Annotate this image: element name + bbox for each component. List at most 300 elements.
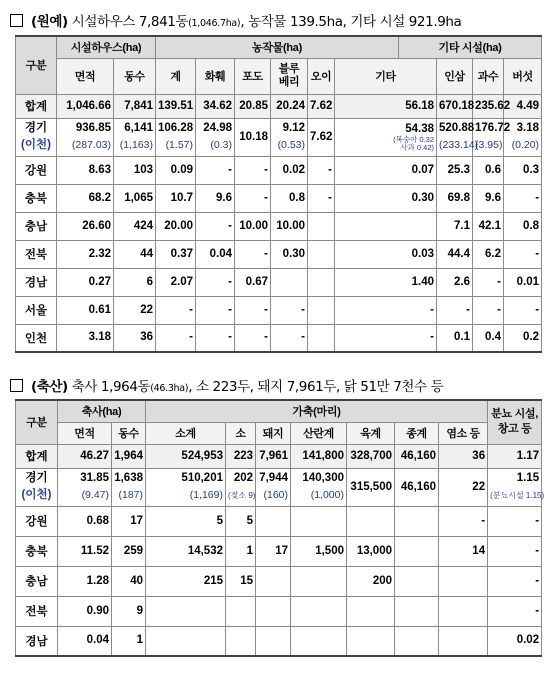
table-cell — [504, 324, 542, 352]
cell-value: 0.68 — [86, 514, 109, 527]
cell-value: 6,141 — [124, 122, 153, 134]
cell-value: 36 — [140, 331, 153, 344]
cell-value: - — [301, 331, 305, 344]
cell-value: 1.40 — [411, 275, 435, 288]
cell-value: 22 — [472, 480, 486, 493]
table-cell — [291, 468, 347, 506]
table-cell — [488, 468, 545, 506]
cell-value: 54.38 — [405, 122, 435, 135]
cell-value: 11.52 — [80, 544, 109, 557]
table-cell — [112, 468, 146, 506]
cell-value: 0.8 — [289, 191, 305, 204]
cell-value: 520.88 — [439, 122, 475, 134]
table-cell — [473, 296, 504, 324]
subheader: 육계 — [347, 422, 395, 444]
cell-value: 5 — [246, 514, 253, 527]
table-cell — [439, 506, 488, 536]
subheader: 소계 — [146, 422, 226, 444]
subheader: 염소 등 — [439, 422, 488, 444]
table-cell — [112, 626, 146, 656]
cell-subvalue: (3.95) — [475, 139, 503, 151]
cell-value: 10.7 — [170, 191, 193, 204]
table-cell — [395, 596, 439, 626]
table-cell — [439, 536, 488, 566]
table-cell — [271, 324, 308, 352]
table-cell — [271, 118, 308, 156]
table-cell — [156, 268, 196, 296]
table-cell — [291, 566, 347, 596]
table-cell — [156, 184, 196, 212]
table-cell — [57, 156, 114, 184]
row-label-text: 충북 — [24, 193, 48, 205]
header-gubun: 구분 — [16, 36, 57, 94]
cell-value: 69.8 — [447, 191, 471, 204]
cell-value: - — [328, 163, 332, 176]
cell-value: 141,800 — [302, 449, 344, 462]
cell-value: - — [535, 604, 540, 617]
row-label — [16, 184, 57, 212]
cell-value: 4.49 — [516, 99, 540, 112]
table-cell — [112, 444, 146, 468]
cell-value: 0.2 — [523, 331, 540, 344]
table-cell — [395, 566, 439, 596]
table-cell — [437, 240, 473, 268]
cell-value: 0.04 — [86, 634, 109, 647]
cell-value: 0.02 — [516, 634, 540, 647]
table-cell — [146, 596, 226, 626]
subheader: 과수 — [473, 58, 504, 94]
section1-title: (원예) — [31, 14, 68, 30]
cell-value: - — [466, 303, 471, 316]
table-cell — [146, 566, 226, 596]
section1-summary-small: (1,046.7ha) — [188, 18, 241, 29]
row-label-text: 충북 — [25, 546, 48, 558]
table-cell — [335, 268, 437, 296]
subheader: 화훼 — [196, 58, 235, 94]
cell-value: 200 — [372, 574, 392, 587]
section2-heading — [10, 375, 443, 395]
cell-value: 7,841 — [124, 99, 153, 112]
table-cell — [256, 536, 291, 566]
cell-value: 0.8 — [523, 219, 540, 232]
subheader: 면적 — [57, 58, 114, 94]
table-cell — [226, 536, 256, 566]
table-cell — [114, 156, 156, 184]
table-cell — [235, 240, 271, 268]
subheader: 포도 — [235, 58, 271, 94]
table-cell — [58, 536, 112, 566]
table-cell — [488, 536, 542, 566]
cell-value: 46.27 — [80, 449, 109, 462]
cell-value: 1 — [246, 544, 253, 557]
subheader: 버섯 — [504, 58, 542, 94]
table-cell — [488, 596, 542, 626]
cell-value: 10.18 — [239, 130, 268, 143]
cell-value: 0.30 — [282, 247, 305, 260]
table-row — [16, 184, 542, 212]
table-cell — [57, 324, 114, 352]
subheader: 블루 베리 — [271, 58, 308, 94]
cell-value: 0.6 — [485, 163, 502, 176]
table-cell — [57, 118, 114, 156]
table-cell — [347, 468, 395, 506]
table-cell — [488, 626, 542, 656]
cell-value: 22 — [140, 303, 153, 316]
table-cell — [156, 118, 196, 156]
table-cell — [504, 240, 542, 268]
table-cell — [308, 184, 335, 212]
table-cell — [58, 626, 112, 656]
table-cell — [114, 296, 156, 324]
row-sublabel-text: (이천) — [21, 139, 51, 151]
table-cell — [57, 212, 114, 240]
table-row — [16, 506, 542, 536]
subheader: 돼지 — [256, 422, 291, 444]
table-cell — [308, 156, 335, 184]
row-label — [16, 566, 58, 596]
table-cell — [146, 468, 226, 506]
table-cell — [308, 268, 335, 296]
checkbox-square-icon — [10, 14, 23, 27]
table-cell — [335, 156, 437, 184]
header-other: 기타 시설(ha) — [399, 36, 542, 58]
table-cell — [335, 184, 437, 212]
cell-value: 1,638 — [114, 472, 143, 484]
section2-summary-small: (46.3ha) — [150, 383, 189, 394]
cell-subvalue: (1,163) — [119, 139, 153, 151]
cell-value: 25.3 — [447, 163, 471, 176]
table-row — [16, 536, 542, 566]
subheader: 오이 — [308, 58, 335, 94]
section2-title: (축산) — [31, 379, 68, 395]
row-label — [16, 296, 57, 324]
table-cell — [196, 118, 235, 156]
table-cell — [226, 596, 256, 626]
cell-value: 424 — [133, 219, 153, 232]
table-row — [16, 268, 542, 296]
cell-value: 3.18 — [516, 122, 540, 134]
table-cell — [196, 156, 235, 184]
table-cell — [235, 268, 271, 296]
cell-value: 1,046.66 — [66, 99, 111, 112]
table-cell — [57, 184, 114, 212]
livestock-table — [15, 399, 545, 657]
cell-value: 0.03 — [411, 247, 435, 260]
table-cell — [256, 596, 291, 626]
subheader: 기타 — [335, 58, 437, 94]
table-cell — [347, 596, 395, 626]
table-cell — [335, 118, 437, 156]
table-cell — [437, 296, 473, 324]
cell-value: 1 — [136, 634, 143, 647]
table-cell — [437, 212, 473, 240]
table-cell — [196, 184, 235, 212]
cell-value: 7,944 — [259, 472, 288, 484]
row-label-text: 강원 — [25, 516, 48, 528]
table-cell — [156, 240, 196, 268]
table-cell — [437, 156, 473, 184]
section1-heading — [10, 10, 461, 30]
row-label-text: 전북 — [24, 249, 48, 261]
row-label — [16, 468, 58, 506]
table-cell — [437, 118, 479, 156]
row-label — [16, 324, 57, 352]
row-label — [16, 596, 58, 626]
table-cell — [256, 506, 291, 536]
table-row — [16, 566, 542, 596]
table-cell — [196, 94, 235, 118]
checkbox-square-icon — [10, 379, 23, 392]
section1-summary-b: , 농작물 139.5ha, 기타 시설 921.9ha — [240, 14, 462, 30]
row-label-text: 경남 — [25, 635, 48, 648]
table-cell — [58, 468, 112, 506]
table-cell — [226, 626, 256, 656]
cell-value: 259 — [123, 544, 143, 557]
table-cell — [335, 94, 437, 118]
table-cell — [473, 212, 504, 240]
table-cell — [58, 444, 112, 468]
cell-value: 20.85 — [239, 99, 268, 112]
cell-value: - — [497, 303, 502, 316]
cell-value: 139.51 — [158, 99, 194, 112]
cell-value: 56.18 — [405, 99, 435, 112]
cell-subvalue: (187) — [118, 489, 143, 501]
subheader: 동수 — [112, 422, 146, 444]
row-label — [16, 444, 58, 468]
cell-value: - — [264, 191, 268, 204]
cell-value: - — [481, 514, 486, 527]
table-cell — [196, 212, 235, 240]
cell-value: 44 — [140, 247, 153, 260]
cell-value: 176.72 — [475, 122, 511, 134]
table-cell — [146, 444, 226, 468]
table-cell — [271, 156, 308, 184]
cell-value: 2.32 — [88, 247, 111, 260]
table-cell — [473, 240, 504, 268]
subheader: 동수 — [114, 58, 156, 94]
table-cell — [271, 212, 308, 240]
table-cell — [114, 324, 156, 352]
table-cell — [504, 156, 542, 184]
table-cell — [196, 296, 235, 324]
table-cell — [347, 506, 395, 536]
cell-value: 68.2 — [88, 191, 111, 204]
table-cell — [58, 596, 112, 626]
table-cell — [395, 444, 439, 468]
row-label-text: 충남 — [24, 221, 48, 233]
cell-value: 1,065 — [124, 191, 153, 204]
table-cell — [235, 296, 271, 324]
table-cell — [473, 184, 504, 212]
row-label-text: 강원 — [24, 165, 48, 177]
cell-value: 223 — [233, 449, 253, 462]
cell-value: 1.17 — [516, 449, 540, 462]
table-cell — [488, 444, 542, 468]
row-label-text: 전북 — [25, 606, 48, 618]
table-cell — [114, 240, 156, 268]
table-cell — [504, 212, 542, 240]
table-cell — [146, 626, 226, 656]
cell-value: 31.85 — [80, 472, 109, 484]
table-cell — [308, 94, 335, 118]
row-label-text: 경기 — [25, 472, 48, 484]
table-cell — [473, 268, 504, 296]
cell-value: 15 — [240, 574, 253, 587]
cell-value: 9.12 — [282, 122, 305, 134]
table-cell — [235, 94, 271, 118]
cell-value: 0.61 — [88, 303, 111, 316]
row-label — [16, 118, 57, 156]
cell-value: 328,700 — [350, 449, 392, 462]
table-cell — [156, 212, 196, 240]
table-cell — [504, 184, 542, 212]
row-label — [16, 506, 58, 536]
table-cell — [58, 566, 112, 596]
table-cell — [335, 324, 437, 352]
table-cell — [226, 468, 256, 506]
cell-value: 202 — [233, 472, 253, 484]
table-row — [16, 468, 542, 506]
cell-value: 106.28 — [158, 122, 194, 134]
header-house: 시설하우스(ha) — [57, 36, 156, 58]
subheader: 산란계 — [291, 422, 347, 444]
table-cell — [347, 566, 395, 596]
cell-value: 1,964 — [114, 449, 143, 462]
table-cell — [395, 536, 439, 566]
row-label-text: 충남 — [25, 576, 48, 588]
table-row — [16, 240, 542, 268]
cell-value: 215 — [203, 574, 223, 587]
table-cell — [308, 240, 335, 268]
cell-subvalue: (0.3) — [210, 139, 232, 151]
cell-value: 315,500 — [350, 480, 392, 493]
cell-value: 1.15 — [516, 472, 540, 484]
cell-value: 0.07 — [411, 163, 435, 176]
table-row — [16, 444, 542, 468]
cell-value: 0.67 — [245, 275, 268, 288]
cell-value: - — [264, 163, 268, 176]
header-crops: 농작물(ha) — [156, 36, 399, 58]
table-cell — [256, 566, 291, 596]
row-label-text: 인천 — [24, 332, 48, 345]
table-cell — [114, 184, 156, 212]
header-barn: 축사(ha) — [58, 400, 146, 422]
table-row — [16, 118, 542, 156]
cell-value: - — [264, 247, 268, 260]
table-cell — [156, 94, 196, 118]
cell-value: 7.62 — [310, 99, 333, 112]
table-cell — [57, 296, 114, 324]
row-label — [16, 268, 57, 296]
table-cell — [112, 566, 146, 596]
cell-value: 0.27 — [88, 275, 111, 288]
table-cell — [395, 626, 439, 656]
cell-value: 0.37 — [170, 247, 193, 260]
cell-value: - — [430, 303, 435, 316]
table-cell — [112, 536, 146, 566]
cell-value: 7.1 — [454, 219, 471, 232]
row-label-text: 경기 — [24, 122, 48, 134]
cell-value: - — [189, 331, 193, 344]
table-cell — [473, 324, 504, 352]
cell-value: 0.09 — [170, 163, 193, 176]
table-cell — [196, 324, 235, 352]
table-cell — [291, 444, 347, 468]
table-cell — [112, 596, 146, 626]
table-cell — [347, 626, 395, 656]
cell-value: 1,500 — [315, 544, 344, 557]
cell-value: 10.00 — [239, 219, 268, 232]
table-cell — [347, 444, 395, 468]
table-cell — [57, 268, 114, 296]
table-cell — [335, 296, 437, 324]
cell-subvalue: (160) — [263, 489, 288, 501]
table-cell — [291, 536, 347, 566]
cell-value: 936.85 — [75, 122, 111, 134]
table-cell — [271, 240, 308, 268]
table-cell — [114, 268, 156, 296]
cell-value: 36 — [472, 449, 486, 462]
cell-value: 0.30 — [411, 191, 435, 204]
cell-value: 140,300 — [302, 472, 344, 484]
cell-value: - — [430, 331, 435, 344]
table-cell — [112, 506, 146, 536]
table-cell — [271, 184, 308, 212]
cell-value: 42.1 — [478, 219, 502, 232]
cell-value: 0.04 — [209, 247, 232, 260]
cell-value: 17 — [130, 514, 143, 527]
cell-value: 524,953 — [181, 449, 223, 462]
table-cell — [347, 536, 395, 566]
table-row — [16, 324, 542, 352]
cell-value: - — [264, 331, 268, 344]
cell-value: - — [535, 191, 540, 204]
cell-subvalue: (젖소 9) — [228, 491, 256, 500]
cell-value: 0.3 — [523, 163, 540, 176]
cell-value: 46,160 — [400, 449, 436, 462]
table-cell — [308, 212, 335, 240]
cell-value: - — [228, 219, 232, 232]
section1-summary-a: 시설하우스 7,841동 — [71, 14, 189, 30]
table-cell — [308, 296, 335, 324]
row-label — [16, 94, 57, 118]
cell-value: - — [264, 303, 268, 316]
table-row — [16, 212, 542, 240]
cell-value: 14 — [472, 544, 486, 557]
table-cell — [156, 156, 196, 184]
cell-value: 0.90 — [86, 604, 109, 617]
table-row — [16, 296, 542, 324]
section2-summary-b: , 소 223두, 돼지 7,961두, 닭 51만 7천수 등 — [188, 379, 444, 395]
table-row — [16, 596, 542, 626]
cell-value: 1.28 — [86, 574, 109, 587]
cell-value: 46,160 — [400, 480, 436, 493]
cell-value: 6 — [146, 275, 153, 288]
cell-value: 17 — [275, 544, 288, 557]
table-cell — [439, 596, 488, 626]
cell-value: 235.62 — [475, 99, 511, 112]
table-cell — [256, 468, 291, 506]
cell-value: 34.62 — [203, 99, 232, 112]
table-cell — [291, 596, 347, 626]
cell-value: 6.2 — [485, 247, 502, 260]
table-cell — [488, 566, 542, 596]
table-cell — [488, 506, 542, 536]
table-cell — [437, 324, 473, 352]
cell-value: - — [189, 303, 193, 316]
table-cell — [473, 94, 511, 118]
table-cell — [235, 156, 271, 184]
